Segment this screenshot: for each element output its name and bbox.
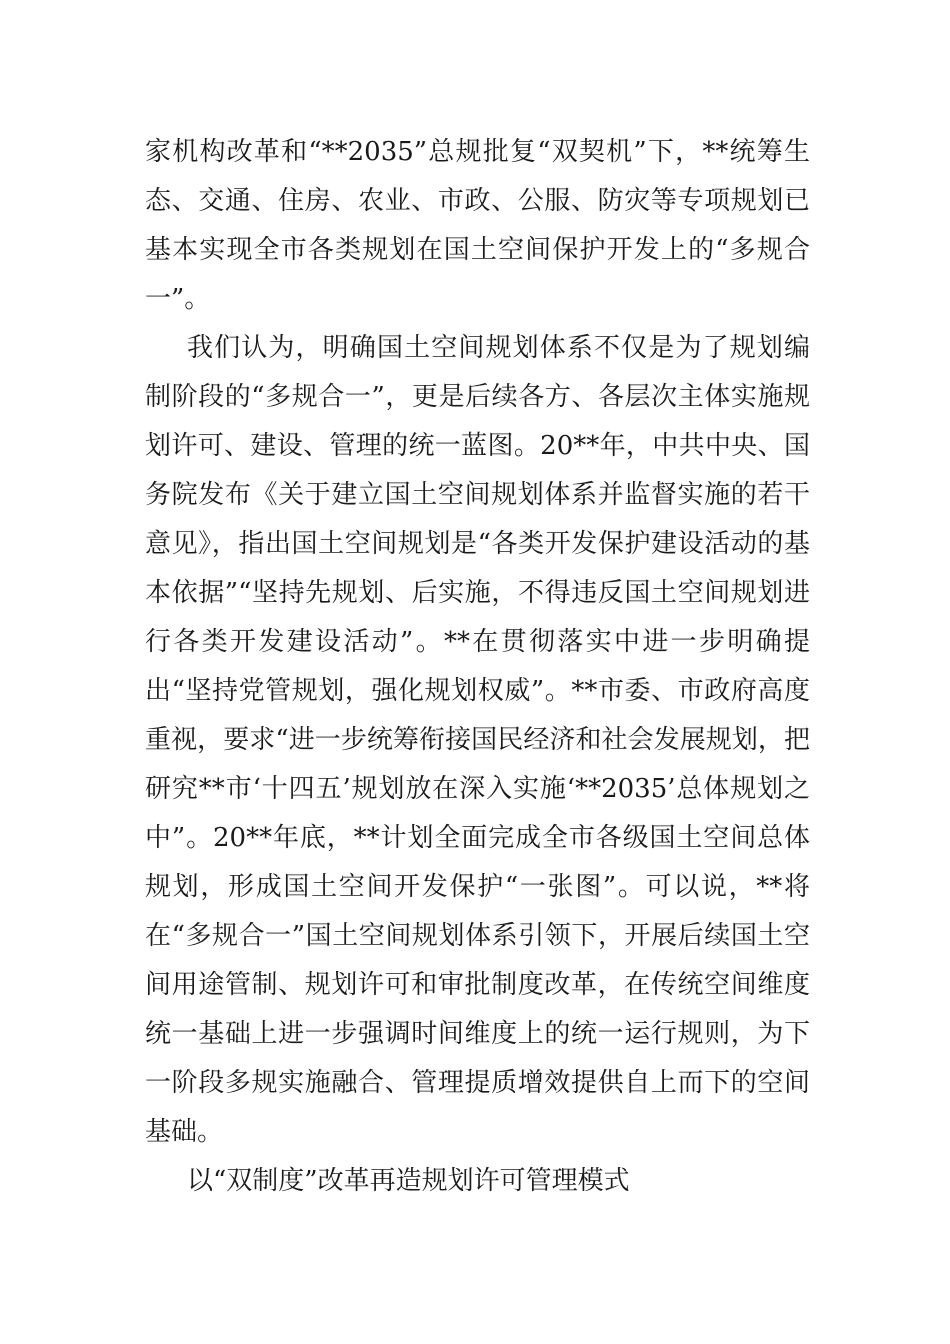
document-body	[145, 128, 810, 1206]
paragraph-planning-system: 我们认为，明确国土空间规划体系不仅是为了规划编制阶段的“多规合一”，更是后续各方、各层次主体实施规划许可、建设、管理的统一蓝图。20**年，中共中央、国务院发布《关于建立国土空间规划体系并监督实施的若干意见》，指出国土空间规划是“各类开发保护建设活动的基本依据”“坚持先规划、后实施，不得违反国土空间规划进行各类开发建设活动”。**在贯彻落实中进一步明确提出“坚持党管规划，强化规划权威”。**市委、市政府高度重视，要求“进一步统筹衔接国民经济和社会发展规划，把研究**市‘十四五’规划放在深入实施‘**2035’总体规划之中”。20**年底，**计划全面完成全市各级国土空间总体规划，形成国土空间开发保护“一张图”。可以说，**将在“多规合一”国土空间规划体系引领下，开展后续国土空间用途管制、规划许可和审批制度改革，在传统空间维度统一基础上进一步强调时间维度上的统一运行规则，为下一阶段多规实施融合、管理提质增效提供自上而下的空间基础。	[145, 333, 810, 1147]
section-heading: 以“双制度”改革再造规划许可管理模式	[187, 1166, 630, 1196]
paragraph-continuation: 家机构改革和“**2035”总规批复“双契机”下，**统筹生态、交通、住房、农业、市政、公服、防灾等专项规划已基本实现全市各类规划在国土空间保护开发上的“多规合一”。	[145, 137, 810, 314]
